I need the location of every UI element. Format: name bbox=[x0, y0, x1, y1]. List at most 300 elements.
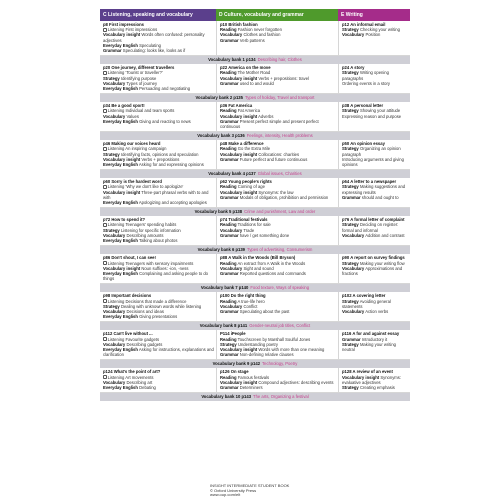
unit-cell-c1 bbox=[100, 216, 216, 245]
lesson-line-label: Strategy bbox=[342, 222, 359, 228]
lesson-title: p36 Fat America bbox=[220, 103, 253, 109]
lesson-line-text: Deciding on register: formal and informal bbox=[342, 222, 399, 233]
lesson-line bbox=[342, 299, 408, 309]
lesson-line-label: Strategy bbox=[342, 260, 359, 266]
unit-cell-c2 bbox=[216, 21, 338, 55]
lesson-line-label: Everyday English bbox=[103, 346, 138, 352]
lesson-line-label: Strategy bbox=[342, 146, 359, 152]
lesson-line-text: Decisions and ideas bbox=[126, 308, 164, 314]
unit-cell-c3 bbox=[338, 292, 410, 321]
lesson-title: p38 A personal letter bbox=[342, 103, 384, 109]
lesson-line-text: Synonyms: the law bbox=[258, 189, 294, 195]
lesson-line bbox=[103, 238, 214, 243]
audio-track-icon bbox=[103, 28, 107, 32]
vocabulary-bank-label: Vocabulary bank 8 p141 bbox=[199, 323, 248, 329]
vocabulary-bank-topics: Gender-neutral job titles, Conflict bbox=[249, 323, 311, 329]
unit-cell-c3 bbox=[338, 254, 410, 283]
lesson-line-label: Reading bbox=[220, 374, 237, 380]
lesson-line-label: Vocabulary bbox=[342, 265, 365, 271]
lesson-title: p46 Making our voices heard bbox=[103, 141, 161, 147]
lesson-line bbox=[342, 266, 408, 276]
lesson-line bbox=[342, 157, 408, 167]
unit-cell-c1 bbox=[100, 21, 216, 55]
lesson-line-label: Grammar bbox=[220, 308, 239, 314]
audio-track-icon bbox=[103, 261, 107, 265]
vocabulary-bank-label: Vocabulary bank 9 p142 bbox=[212, 361, 261, 367]
lesson-line-label: Strategy bbox=[103, 151, 120, 157]
lesson-line-label: Grammar bbox=[220, 156, 239, 162]
unit-cell-c2 bbox=[216, 292, 338, 321]
lesson-line-text: Describing amounts bbox=[126, 232, 164, 238]
units-container bbox=[100, 21, 410, 401]
lesson-line-text: Go the Extra Mile bbox=[237, 146, 271, 152]
lesson-line-label: Vocabulary bbox=[220, 32, 243, 38]
lesson-line-text: Listening Decisions that made a difference bbox=[107, 298, 187, 304]
lesson-title: p12 An informal email bbox=[342, 22, 386, 27]
header-writing: E Writing bbox=[338, 9, 410, 21]
lesson-line-label: Everyday English bbox=[103, 270, 138, 276]
lesson-line bbox=[342, 375, 408, 385]
vocabulary-bank-row bbox=[100, 322, 410, 330]
lesson-line-text: Complaining and asking people to do things bbox=[103, 270, 209, 282]
unit-cell-c1 bbox=[100, 140, 216, 169]
lesson-line-text: Creating emphasis bbox=[359, 384, 395, 390]
lesson-line bbox=[103, 347, 214, 357]
lesson-line-label: Vocabulary insight bbox=[342, 374, 380, 380]
lesson-line-label: Vocabulary insight bbox=[220, 379, 258, 385]
unit-cell-c2 bbox=[216, 140, 338, 169]
unit-cell-c3 bbox=[338, 64, 410, 93]
lesson-line bbox=[103, 48, 214, 53]
lesson-line-label: Everyday English bbox=[103, 384, 138, 390]
lesson-line-text: The Mother Road bbox=[237, 70, 271, 76]
lesson-line bbox=[220, 385, 336, 390]
footer-credits bbox=[210, 484, 289, 498]
unit-cell-c1 bbox=[100, 178, 216, 207]
lesson-line-text: Verbs + prepositions bbox=[141, 156, 180, 162]
lesson-line-text: Famous festivals bbox=[237, 374, 270, 380]
lesson-line-text: Listening An inspiring campaign bbox=[107, 146, 167, 152]
lesson-title: p116 A for and against essay bbox=[342, 331, 400, 337]
lesson-title: p20 One journey, different travellers bbox=[103, 65, 175, 71]
lesson-line-label: Strategy bbox=[342, 70, 359, 76]
unit-row bbox=[100, 330, 410, 360]
lesson-line-label: Vocabulary insight bbox=[220, 346, 258, 352]
column-header-row bbox=[100, 9, 410, 21]
lesson-line bbox=[220, 271, 336, 276]
lesson-line-text: Trade bbox=[243, 227, 255, 233]
lesson-line-text: Adverbs bbox=[258, 113, 274, 119]
lesson-line bbox=[342, 70, 408, 80]
lesson-line-text: Future perfect and future continuous bbox=[239, 156, 308, 162]
lesson-title: p128 A review of an event bbox=[342, 369, 393, 375]
audio-track-icon bbox=[103, 337, 107, 341]
footer-website: www.oup.com/elt bbox=[210, 492, 241, 498]
unit-row bbox=[100, 254, 410, 284]
unit-cell-c1 bbox=[100, 368, 216, 392]
lesson-line-text: Giving and reacting to news bbox=[139, 118, 191, 124]
lesson-line-label: Grammar bbox=[220, 37, 239, 43]
lesson-line bbox=[103, 385, 214, 390]
lesson-title: p24 A story bbox=[342, 65, 365, 71]
unit-cell-c3 bbox=[338, 178, 410, 207]
lesson-line-text: Verb patterns bbox=[239, 37, 265, 43]
lesson-line-label: Grammar bbox=[220, 270, 239, 276]
vocabulary-bank-label: Vocabulary bank 10 p143 bbox=[201, 394, 252, 400]
lesson-line-text: have / get something done bbox=[239, 232, 290, 238]
unit-row bbox=[100, 140, 410, 170]
lesson-line-text: An extract from A Walk in the Woods bbox=[237, 260, 306, 266]
lesson-line-text: Making suggestions and expressing results bbox=[342, 184, 406, 195]
lesson-line-text: Non-defining relative clauses bbox=[239, 352, 294, 358]
unit-cell-c3 bbox=[338, 368, 410, 392]
lesson-line-text: Action verbs bbox=[365, 308, 389, 314]
vocabulary-bank-topics: Crime and punishment, Law and order bbox=[244, 209, 316, 215]
lesson-line-text: Writing opening paragraphs bbox=[342, 70, 389, 81]
lesson-line-text: Listening First impressions bbox=[107, 27, 158, 33]
lesson-line-text: Introductory it bbox=[361, 336, 388, 342]
lesson-title: p8 First impressions bbox=[103, 22, 144, 27]
lesson-line-label: Vocabulary insight bbox=[220, 189, 258, 195]
lesson-line-text: Words often confused: personality adjectives bbox=[103, 32, 205, 43]
lesson-line-label: Grammar bbox=[220, 80, 239, 86]
lesson-line-text: Identifying purpose bbox=[120, 75, 157, 81]
lesson-line-text: Synonyms: evaluative adjectives bbox=[342, 374, 402, 385]
lesson-line-label: Vocabulary insight bbox=[103, 32, 141, 38]
lesson-line-text: Listening for specific information bbox=[120, 227, 181, 233]
lesson-line-text: used to and would bbox=[239, 80, 274, 86]
lesson-line bbox=[103, 190, 214, 200]
unit-cell-c1 bbox=[100, 102, 216, 131]
lesson-line-text: Traditions for sale bbox=[237, 222, 271, 228]
unit-cell-c2 bbox=[216, 330, 338, 359]
header-culture-vocabulary-grammar: D Culture, vocabulary and grammar bbox=[216, 9, 338, 21]
lesson-line bbox=[103, 271, 214, 281]
lesson-title: p102 A covering letter bbox=[342, 293, 386, 299]
lesson-line-text: A true-life hero bbox=[237, 298, 265, 304]
lesson-line bbox=[342, 385, 408, 390]
vocabulary-bank-row bbox=[100, 208, 410, 216]
lesson-title: p74 Traditional festivals bbox=[220, 217, 268, 223]
lesson-line-text: Understanding poetry bbox=[237, 341, 278, 347]
lesson-line-text: Approximations and fractions bbox=[342, 265, 403, 276]
lesson-line bbox=[220, 157, 336, 162]
lesson-line-label: Everyday English bbox=[103, 118, 138, 124]
vocabulary-bank-topics: Feelings, intensity, Health problems bbox=[246, 133, 313, 139]
lesson-line-label: Strategy bbox=[103, 227, 120, 233]
contents-table bbox=[100, 9, 410, 401]
lesson-line-text: Listening Favourite gadgets bbox=[107, 336, 160, 342]
lesson-line-text: Giving presentations bbox=[139, 314, 178, 320]
lesson-line-label: Vocabulary insight bbox=[220, 151, 258, 157]
lesson-line-text: Coming of age bbox=[237, 184, 265, 190]
lesson-line-text: Words with more than one meaning bbox=[258, 346, 325, 352]
lesson-title: p50 An opinion essay bbox=[342, 141, 385, 147]
lesson-line-label: Vocabulary bbox=[103, 379, 126, 385]
lesson-line-label: Grammar bbox=[220, 384, 239, 390]
lesson-line bbox=[342, 114, 408, 119]
lesson-line bbox=[220, 38, 336, 43]
unit-cell-c1 bbox=[100, 64, 216, 93]
unit-cell-c1 bbox=[100, 330, 216, 359]
unit-row bbox=[100, 292, 410, 322]
lesson-line-text: Fat America bbox=[237, 108, 261, 114]
lesson-line-text: Listening Teenagers with sensory impairments bbox=[107, 260, 194, 266]
lesson-line bbox=[103, 200, 214, 205]
lesson-line-text: Avoiding general statements bbox=[342, 298, 391, 309]
vocabulary-bank-topics: The arts, Organizing a festival bbox=[253, 394, 309, 400]
vocabulary-bank-row bbox=[100, 393, 410, 401]
audio-track-icon bbox=[103, 375, 107, 379]
lesson-line-label: Vocabulary bbox=[220, 265, 243, 271]
lesson-line-label: Vocabulary bbox=[103, 232, 126, 238]
lesson-line-label: Grammar bbox=[220, 194, 239, 200]
lesson-line-text: Apologizing and accepting apologies bbox=[138, 200, 207, 206]
lesson-title: p124 What's the point of art? bbox=[103, 369, 161, 375]
lesson-line-label: Reading bbox=[220, 146, 237, 152]
lesson-line-label: Strategy bbox=[220, 341, 237, 347]
vocabulary-bank-topics: Global issues, Charities bbox=[257, 171, 302, 177]
lesson-line-text: Asking for and expressing opinions bbox=[138, 162, 204, 168]
unit-row bbox=[100, 216, 410, 246]
lesson-title: p112 Can't live without ... bbox=[103, 331, 153, 337]
lesson-line-label: Grammar bbox=[342, 336, 361, 342]
header-listening-speaking-vocabulary: C Listening, speaking and vocabulary bbox=[100, 9, 216, 21]
lesson-line-label: Reading bbox=[220, 298, 237, 304]
unit-row bbox=[100, 102, 410, 132]
lesson-line bbox=[220, 352, 336, 357]
audio-track-icon bbox=[103, 109, 107, 113]
audio-track-icon bbox=[103, 299, 107, 303]
lesson-line bbox=[342, 342, 408, 352]
lesson-title: P114 iPeople bbox=[220, 331, 246, 337]
vocabulary-bank-topics: Types of holiday, Travel and transport bbox=[244, 95, 315, 101]
lesson-line-label: Strategy bbox=[342, 298, 359, 304]
lesson-line bbox=[103, 162, 214, 167]
lesson-line-text: Speculating bbox=[139, 42, 161, 48]
lesson-line-label: Strategy bbox=[342, 108, 359, 114]
lesson-line-label: Reading bbox=[220, 70, 237, 76]
lesson-line bbox=[342, 222, 408, 232]
vocabulary-bank-topics: Food texture, Ways of speaking bbox=[250, 285, 310, 291]
lesson-line-label: Reading bbox=[220, 27, 237, 33]
lesson-title: p100 Do the right thing bbox=[220, 293, 266, 299]
lesson-line-label: Strategy bbox=[103, 75, 120, 81]
lesson-line-text: Types of journey bbox=[126, 80, 158, 86]
lesson-line-text: Noun suffixes: -ion, -ness bbox=[141, 265, 189, 271]
lesson-line bbox=[342, 81, 408, 86]
lesson-line-text: Compound adjectives: describing events bbox=[258, 379, 334, 385]
lesson-line-text: Listening Individual and team sports bbox=[107, 108, 175, 114]
unit-row bbox=[100, 368, 410, 393]
lesson-line-text: Speculating about the past bbox=[239, 308, 290, 314]
vocabulary-bank-row bbox=[100, 284, 410, 292]
lesson-line-text: Organizing an opinion paragraph bbox=[342, 146, 401, 157]
lesson-line-text: Ordering events in a story bbox=[342, 80, 390, 86]
lesson-line-text: Listening Art movements bbox=[107, 374, 154, 380]
lesson-line-text: Listening 'Why we don't like to apologize' bbox=[107, 184, 184, 190]
lesson-line-label: Reading bbox=[220, 260, 237, 266]
vocabulary-bank-label: Vocabulary bank 6 p139 bbox=[197, 247, 245, 253]
unit-row bbox=[100, 178, 410, 208]
lesson-line-text: Listening Teenagers' spending habits bbox=[107, 222, 177, 228]
lesson-line-text: Checking your writing bbox=[359, 27, 400, 33]
lesson-line-text: Clothes and fashion bbox=[243, 32, 281, 38]
lesson-title: p98 Important decisions bbox=[103, 293, 152, 299]
lesson-line-text: Three-part phrasal verbs with to and with bbox=[103, 189, 209, 200]
lesson-line-label: Vocabulary bbox=[103, 80, 126, 86]
unit-cell-c1 bbox=[100, 292, 216, 321]
lesson-line-text: Persuading and negotiating bbox=[139, 86, 191, 92]
vocabulary-bank-label: Vocabulary bank 5 p138 bbox=[194, 209, 243, 215]
lesson-line-text: Identifying facts, opinions and speculation bbox=[120, 151, 199, 157]
audio-track-icon bbox=[103, 223, 107, 227]
lesson-line-label: Vocabulary bbox=[342, 32, 365, 38]
unit-cell-c3 bbox=[338, 21, 410, 55]
lesson-title: p22 America on the move bbox=[220, 65, 271, 71]
audio-track-icon bbox=[103, 185, 107, 189]
lesson-line bbox=[342, 184, 408, 194]
lesson-line-text: Expressing reason and purpose bbox=[342, 113, 402, 119]
lesson-line-text: Showing your attitude bbox=[359, 108, 401, 114]
lesson-line bbox=[220, 233, 336, 238]
lesson-line bbox=[220, 119, 336, 129]
lesson-line-text: Describing art bbox=[126, 379, 153, 385]
lesson-line-label: Vocabulary bbox=[342, 308, 365, 314]
lesson-line-label: Grammar bbox=[103, 48, 122, 54]
lesson-title: p64 A letter to a newspaper bbox=[342, 179, 397, 185]
lesson-line-text: Speculating: looks like, looks as if bbox=[122, 48, 186, 54]
vocabulary-bank-row bbox=[100, 56, 410, 64]
lesson-line-text: Touchscreen by Marshall Soulful Jones bbox=[237, 336, 311, 342]
lesson-line-label: Reading bbox=[220, 184, 237, 190]
lesson-line-text: Listening 'Tourist or traveller?' bbox=[107, 70, 163, 76]
lesson-title: p72 How to spend it? bbox=[103, 217, 146, 223]
lesson-line-text: Making your writing neutral bbox=[342, 341, 397, 352]
lesson-line-label: Reading bbox=[220, 222, 237, 228]
vocabulary-bank-topics: Describing hair, Clothes bbox=[257, 57, 302, 63]
lesson-line-text: Verbs + prepositions: travel bbox=[258, 75, 309, 81]
vocabulary-bank-topics: Types of advertising, Consumerism bbox=[247, 247, 313, 253]
lesson-line-text: Addition and contrast bbox=[365, 232, 405, 238]
lesson-line bbox=[103, 32, 214, 42]
lesson-line-label: Reading bbox=[220, 108, 237, 114]
lesson-line-label: Grammar bbox=[220, 118, 239, 124]
lesson-line-label: Vocabulary insight bbox=[220, 75, 258, 81]
lesson-line-label: Vocabulary insight bbox=[103, 156, 141, 162]
footer-publisher: © Oxford University Press bbox=[210, 487, 257, 493]
lesson-line-text: Determiners bbox=[239, 384, 263, 390]
lesson-line-label: Reading bbox=[220, 336, 237, 342]
lesson-line-label: Strategy bbox=[103, 303, 120, 309]
lesson-line-label: Strategy bbox=[342, 341, 359, 347]
lesson-title: p126 On stage bbox=[220, 369, 249, 375]
unit-cell-c2 bbox=[216, 254, 338, 283]
lesson-line-label: Vocabulary bbox=[220, 303, 243, 309]
lesson-title: p60 Sorry is the hardest word bbox=[103, 179, 162, 185]
lesson-line-label: Everyday English bbox=[103, 86, 138, 92]
unit-cell-c1 bbox=[100, 254, 216, 283]
lesson-line-label: Everyday English bbox=[103, 238, 138, 244]
vocabulary-bank-row bbox=[100, 132, 410, 140]
lesson-line-label: Grammar bbox=[220, 352, 239, 358]
footer-book-title: INSIGHT INTERMEDIATE STUDENT BOOK bbox=[210, 483, 290, 488]
lesson-line-label: Vocabulary bbox=[103, 113, 126, 119]
unit-cell-c2 bbox=[216, 64, 338, 93]
unit-cell-c3 bbox=[338, 330, 410, 359]
vocabulary-bank-topics: Technology, Poetry bbox=[262, 361, 298, 367]
lesson-line bbox=[103, 86, 214, 91]
lesson-line-text: Reported questions and commands bbox=[239, 270, 306, 276]
lesson-line-text: Asking for instructions, explanations and clarification bbox=[103, 346, 214, 358]
lesson-line bbox=[342, 146, 408, 156]
lesson-line-text: Debating bbox=[139, 384, 156, 390]
vocabulary-bank-label: Vocabulary bank 4 p137 bbox=[208, 171, 256, 177]
lesson-line-text: Sight and sound bbox=[243, 265, 274, 271]
lesson-line-text: Values bbox=[126, 113, 139, 119]
lesson-line-text: Conflict bbox=[243, 303, 258, 309]
lesson-line-label: Everyday English bbox=[103, 314, 138, 320]
lesson-line-label: Grammar bbox=[220, 232, 239, 238]
lesson-line-label: Vocabulary bbox=[342, 232, 365, 238]
unit-cell-c3 bbox=[338, 216, 410, 245]
lesson-line bbox=[103, 119, 214, 124]
unit-row bbox=[100, 64, 410, 94]
lesson-line-text: Dealing with unknown words while listening bbox=[120, 303, 202, 309]
vocabulary-bank-row bbox=[100, 94, 410, 102]
lesson-line-label: Vocabulary insight bbox=[220, 113, 258, 119]
lesson-title: p76 A formal letter of complaint bbox=[342, 217, 405, 223]
lesson-line-label: Vocabulary insight bbox=[103, 265, 141, 271]
vocabulary-bank-row bbox=[100, 246, 410, 254]
lesson-line bbox=[220, 309, 336, 314]
unit-cell-c3 bbox=[338, 102, 410, 131]
lesson-line-label: Everyday English bbox=[103, 162, 138, 168]
lesson-line-text: Introducing arguments and giving opinions bbox=[342, 156, 404, 168]
lesson-line bbox=[342, 195, 408, 200]
vocabulary-bank-row bbox=[100, 360, 410, 368]
lesson-line bbox=[342, 32, 408, 37]
lesson-title: p90 A report on survey findings bbox=[342, 255, 405, 261]
lesson-line bbox=[220, 195, 336, 200]
lesson-line-label: Grammar bbox=[342, 194, 361, 200]
lesson-line-label: Strategy bbox=[342, 384, 359, 390]
unit-cell-c2 bbox=[216, 216, 338, 245]
vocabulary-bank-label: Vocabulary bank 2 p135 bbox=[195, 95, 243, 101]
lesson-line-label: Vocabulary bbox=[103, 341, 126, 347]
unit-row bbox=[100, 21, 410, 56]
vocabulary-bank-label: Vocabulary bank 1 p134 bbox=[208, 57, 256, 63]
lesson-line-label: Strategy bbox=[342, 27, 359, 33]
lesson-title: p62 Young people's rights bbox=[220, 179, 272, 185]
lesson-title: p48 Make a difference bbox=[220, 141, 264, 147]
lesson-line-text: Making your writing flow bbox=[359, 260, 405, 266]
lesson-line-text: Position bbox=[365, 32, 381, 38]
vocabulary-bank-label: Vocabulary bank 3 p136 bbox=[197, 133, 245, 139]
lesson-line-text: Present perfect simple and present perfect continuous bbox=[220, 118, 319, 130]
lesson-line bbox=[342, 233, 408, 238]
vocabulary-bank-label: Vocabulary bank 7 p140 bbox=[200, 285, 249, 291]
lesson-line-label: Vocabulary bbox=[103, 308, 126, 314]
lesson-line-text: Fashion never forgotten bbox=[237, 27, 282, 33]
unit-cell-c2 bbox=[216, 368, 338, 392]
audio-track-icon bbox=[103, 71, 107, 75]
lesson-line-text: Modals of obligation, prohibition and permission bbox=[239, 194, 329, 200]
lesson-line bbox=[103, 314, 214, 319]
lesson-line-text: Collocations: charities bbox=[258, 151, 300, 157]
lesson-title: p88 A Walk in the Woods (Bill Bryson) bbox=[220, 255, 296, 261]
unit-cell-c2 bbox=[216, 102, 338, 131]
